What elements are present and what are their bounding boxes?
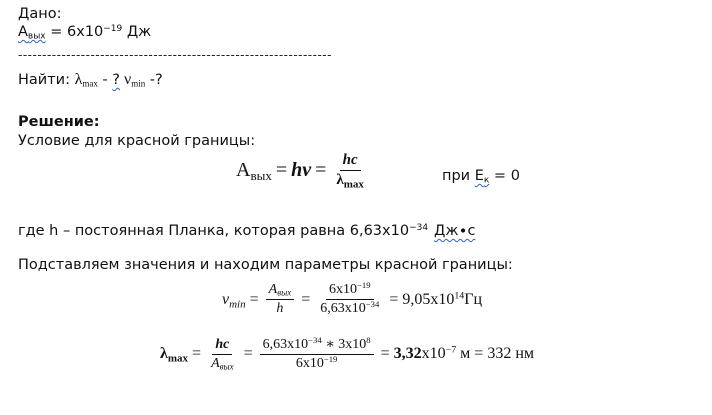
fraction-hc-work: $\frac{hc}{А_{вых}}$: [211, 336, 234, 372]
fraction-values-nu: $\frac{6х10^{-19}}{6,63х10^{-34}}$: [320, 280, 380, 316]
find-line: Найти: $\lambda_{max}$ - ? $\nu_{min}$ -?: [18, 71, 163, 89]
fraction-work-h: $\frac{А_{вых}}{h}$: [266, 282, 295, 317]
separator-line: -----------------------------------------------------------------: [18, 48, 332, 62]
condition-ek-zero: при $Е_к = 0$: [442, 168, 520, 186]
solution-heading: Решение:: [18, 114, 100, 130]
equation-lambda-max: $\lambda_{max}$ = $\frac{hc}{А_{вых}}$ = $\frac{6,63х10^{-34} ∗ 3х10^8}{6х10^{-19}}$ = $3,32х10^{-7}$ м = 332 нм: [160, 335, 535, 372]
equation-red-limit: $А_{вых}$ = hν = $\frac{hc}{\lambda_{max}}$: [236, 152, 370, 189]
condition-text: Условие для красной границы:: [18, 133, 256, 149]
planck-constant-text: где h – постоянная Планка, которая равна $6,63х10^{-34}$ Дж∙с: [18, 223, 476, 239]
fraction-values-lambda: $\frac{6,63х10^{-34} ∗ 3х10^8}{6х10^{-19}}$: [260, 336, 374, 372]
equation-nu-min: $\nu_{min}$ = $\frac{А_{вых}}{h}$ = $\frac{6х10^{-19}}{6,63х10^{-34}}$ = $9,05х10^{14}Гц$: [222, 280, 483, 316]
work-symbol: $А_{вых}$: [18, 24, 46, 42]
given-work-function: $А_{вых} = 6х10^{-19}$ Дж: [18, 24, 152, 42]
given-label: Дано:: [18, 6, 62, 22]
substitute-text: Подставляем значения и находим параметры красной границы:: [18, 257, 513, 273]
fraction-hc-lambda: $\frac{hc}{\lambda_{max}}$: [336, 152, 364, 191]
